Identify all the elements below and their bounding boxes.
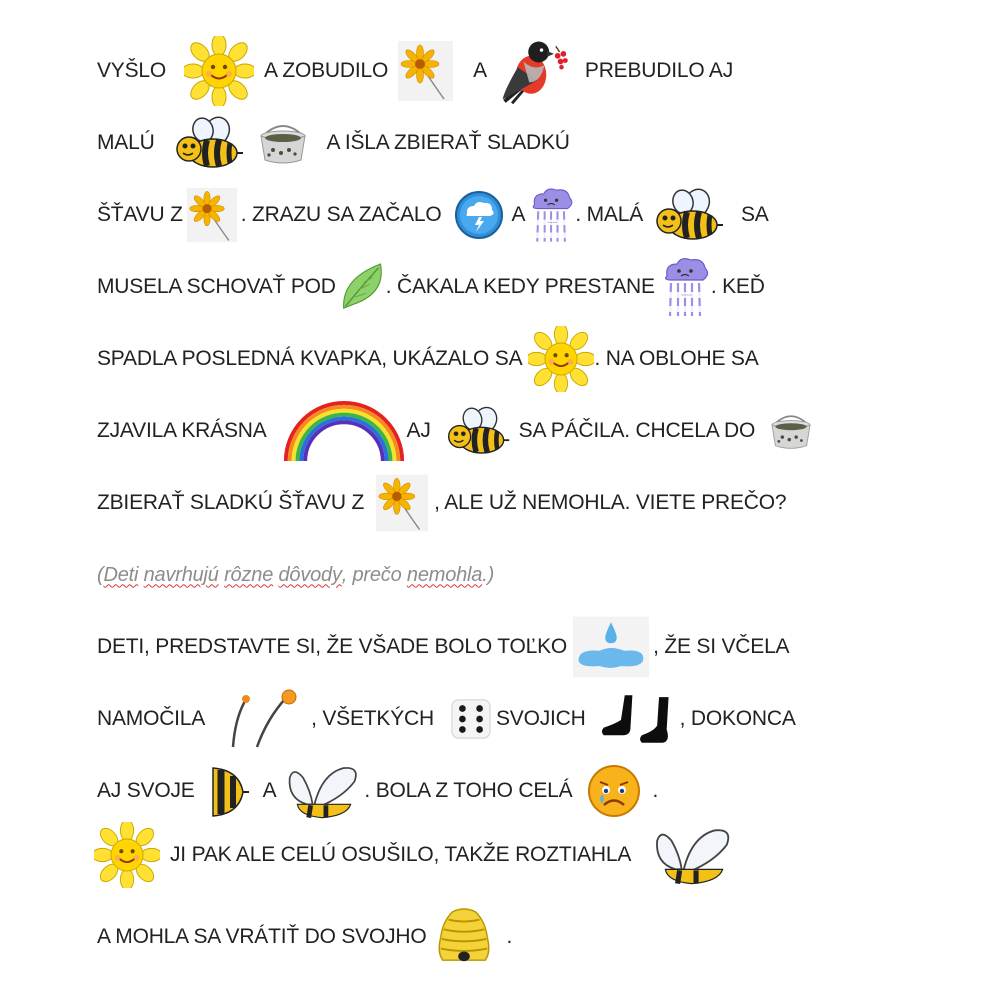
text: A IŠLA ZBIERAŤ SLADKÚ bbox=[326, 131, 570, 154]
text: MALÚ bbox=[97, 131, 155, 154]
flower-icon bbox=[398, 41, 453, 101]
antennae-icon bbox=[227, 689, 307, 749]
text: , ALE UŽ NEMOHLA. VIETE PREČO? bbox=[434, 491, 787, 514]
cloud-icon bbox=[454, 190, 504, 240]
sun-icon bbox=[528, 326, 594, 392]
bee-wings-icon bbox=[284, 761, 364, 821]
puddle-icon bbox=[573, 615, 649, 679]
note-part: .) bbox=[482, 563, 495, 586]
story-line-4 bbox=[97, 252, 765, 322]
story-line-10 bbox=[97, 684, 796, 754]
text: , VŠETKÝCH bbox=[311, 707, 434, 730]
note-part: rôzne bbox=[224, 563, 274, 586]
note-part: nemohla bbox=[406, 563, 483, 586]
text: SA PÁČILA. CHCELA DO bbox=[518, 419, 756, 442]
bee-icon bbox=[445, 405, 511, 457]
text: PREBUDILO AJ bbox=[584, 59, 734, 82]
text: JI PAK ALE CELÚ OSUŠILO, TAKŽE ROZTIAHLA bbox=[170, 843, 632, 866]
text: A bbox=[262, 779, 277, 802]
story-line-13 bbox=[97, 902, 512, 972]
text: SPADLA POSLEDNÁ KVAPKA, UKÁZALO SA bbox=[97, 347, 523, 370]
bee-icon bbox=[653, 187, 725, 243]
bee-body-icon bbox=[209, 764, 249, 818]
text: A bbox=[473, 59, 487, 82]
text: AJ bbox=[406, 419, 431, 442]
sun-icon bbox=[184, 36, 254, 106]
text: SA bbox=[741, 203, 769, 226]
beehive-icon bbox=[433, 908, 495, 966]
flower-icon bbox=[376, 474, 428, 532]
dice-icon bbox=[450, 698, 492, 740]
note-part: ( bbox=[97, 563, 104, 586]
note-part: dôvody bbox=[278, 563, 342, 586]
pail-icon bbox=[765, 410, 817, 452]
teacher-note bbox=[97, 540, 494, 610]
bullfinch-bird-icon bbox=[493, 33, 573, 109]
text: A bbox=[511, 203, 526, 226]
story-line-9 bbox=[97, 612, 789, 682]
text: MUSELA SCHOVAŤ POD bbox=[97, 275, 336, 298]
story-line-7 bbox=[97, 468, 786, 538]
note-part: navrhujú bbox=[143, 563, 219, 586]
bee-icon bbox=[173, 115, 245, 171]
text: ZJAVILA KRÁSNA bbox=[97, 419, 267, 442]
text: AJ SVOJE bbox=[97, 779, 195, 802]
sad-face-icon bbox=[586, 763, 642, 819]
story-line-5 bbox=[97, 324, 759, 394]
rain-cloud-icon bbox=[661, 255, 711, 319]
leaf-icon bbox=[340, 262, 386, 312]
story-line-1 bbox=[97, 36, 733, 106]
text: . NA OBLOHE SA bbox=[594, 347, 759, 370]
text: . MALÁ bbox=[575, 203, 643, 226]
text: A ZOBUDILO bbox=[264, 59, 389, 82]
text: SVOJICH bbox=[495, 707, 586, 730]
text: ŠŤAVU Z bbox=[97, 203, 183, 226]
text: DETI, PREDSTAVTE SI, ŽE VŠADE BOLO TOĽKO bbox=[97, 635, 568, 658]
story-line-12 bbox=[94, 820, 737, 890]
pail-icon bbox=[253, 120, 313, 166]
feet-icon bbox=[600, 693, 680, 745]
text: . bbox=[506, 925, 513, 948]
text: . ZRAZU SA ZAČALO bbox=[240, 203, 442, 226]
text: NAMOČILA bbox=[97, 707, 206, 730]
rain-cloud-icon bbox=[529, 186, 575, 244]
note-part: Deti bbox=[103, 563, 139, 586]
rainbow-icon bbox=[281, 399, 407, 463]
bee-wings-icon bbox=[651, 824, 737, 886]
story-line-3 bbox=[97, 180, 769, 250]
text: A MOHLA SA VRÁTIŤ DO SVOJHO bbox=[97, 925, 427, 948]
story-line-11 bbox=[97, 756, 658, 826]
sun-icon bbox=[94, 822, 160, 888]
flower-icon bbox=[187, 186, 237, 244]
text: . BOLA Z TOHO CELÁ bbox=[364, 779, 573, 802]
story-line-6 bbox=[97, 396, 817, 466]
text: , ŽE SI VČELA bbox=[653, 635, 790, 658]
text: ZBIERAŤ SLADKÚ ŠŤAVU Z bbox=[97, 491, 365, 514]
note-part: , prečo bbox=[341, 563, 402, 586]
text: . ČAKALA KEDY PRESTANE bbox=[385, 275, 655, 298]
text: . KEĎ bbox=[710, 275, 765, 298]
text: . bbox=[652, 779, 659, 802]
text: , DOKONCA bbox=[679, 707, 796, 730]
story-line-2 bbox=[97, 108, 570, 178]
text: VYŠLO bbox=[97, 59, 167, 82]
